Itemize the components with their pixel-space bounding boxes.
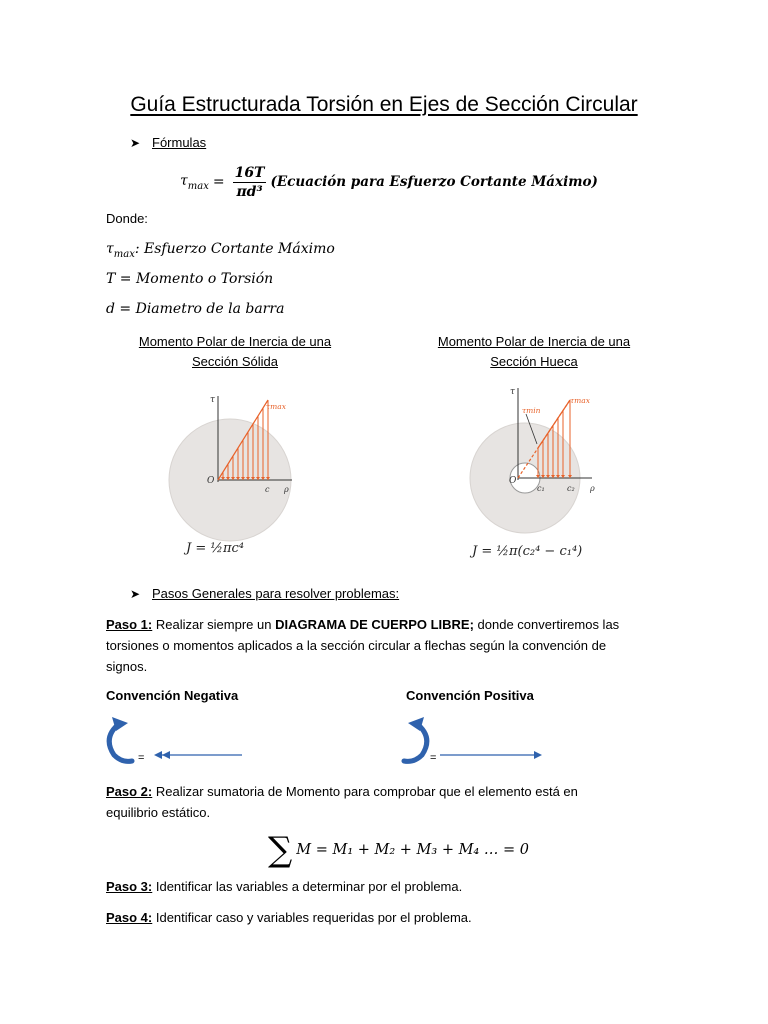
left-arrow-icon: [154, 751, 162, 759]
solid-tau-label: τ: [210, 395, 215, 405]
step-1: Paso 1: Realizar siempre un DIAGRAMA DE CUERPO LIBRE; donde convertiremos las torsiones o momentos aplicados a la sección circular a flechas según la convención de signos.: [106, 617, 620, 674]
solid-rho-label: ρ: [284, 485, 289, 494]
solid-tau-max-label: τmax: [266, 402, 286, 411]
steps-heading: ➤ Pasos Generales para resolver problemas:: [130, 586, 400, 601]
positive-convention-diagram: [400, 715, 550, 770]
sum-equation: [268, 830, 529, 870]
hollow-tau-label: τ: [510, 387, 515, 397]
step-2: Paso 2: Realizar sumatoria de Momento para comprobar que el elemento está en equilibrio estático.: [106, 784, 578, 820]
formula-fraction: $\frac{16T}{\text{πd³}}$: [234, 164, 265, 200]
convention-positive-label: Convención Positiva: [406, 688, 534, 703]
donde-label: Donde:: [106, 211, 148, 226]
hollow-tau-max-label: τmax: [570, 396, 590, 405]
sum-equation-body: M = M₁ + M₂ + M₃ + M₄ … = 0: [296, 842, 529, 858]
definition-torque: T = Momento o Torsión: [106, 271, 274, 287]
step-4: Paso 4: Identificar caso y variables requeridas por el problema.: [106, 910, 472, 925]
convention-negative-label: Convención Negativa: [106, 688, 239, 703]
hollow-tau-min-label: τmin: [522, 406, 541, 415]
formula-description: (Ecuación para Esfuerzo Cortante Máximo): [270, 174, 598, 190]
sigma-symbol: ∑: [268, 830, 293, 870]
solid-caption: Momento Polar de Inercia de una Sección Sólida: [138, 334, 332, 369]
solid-section-diagram: [160, 380, 310, 570]
hollow-c1-label: c₁: [537, 484, 545, 493]
counterclockwise-arrow-icon: [109, 723, 132, 761]
bullet-arrow-icon: ➤: [130, 136, 141, 150]
hollow-section-diagram: [460, 380, 610, 570]
negative-convention-diagram: [100, 715, 250, 770]
main-formula: $\tau_{max}$ = $\frac{16T}{\text{πd³}}$ (Ecuación para Esfuerzo Cortante Máximo): [180, 164, 598, 200]
page-title: Guía Estructurada Torsión en Ejes de Sección Circular: [130, 93, 638, 116]
hollow-origin-label: O: [509, 476, 517, 486]
solid-origin-label: O: [207, 476, 215, 486]
hollow-caption: Momento Polar de Inercia de una Sección Hueca: [437, 334, 631, 369]
hollow-c2-label: c₂: [567, 484, 575, 493]
formula-lhs: $\tau_{max}$: [180, 172, 209, 192]
hollow-rho-label: ρ: [590, 484, 595, 493]
clockwise-arrow-icon: [404, 723, 427, 761]
solid-formula: J = ½πc⁴: [186, 541, 245, 556]
solid-c-label: c: [265, 485, 270, 494]
hollow-formula: J = ½π(c₂⁴ − c₁⁴): [472, 544, 583, 559]
negative-equals: =: [138, 752, 145, 764]
definition-diameter: d = Diametro de la barra: [106, 301, 285, 317]
positive-equals: =: [430, 752, 437, 764]
right-arrow-icon: [534, 751, 542, 759]
definition-tau: $\tau_{max}$: Esfuerzo Cortante Máximo: [106, 241, 335, 260]
bullet-arrow-icon: ➤: [130, 587, 141, 601]
formulas-heading: ➤ Fórmulas: [130, 135, 207, 150]
step-3: Paso 3: Identificar las variables a determinar por el problema.: [106, 879, 463, 894]
